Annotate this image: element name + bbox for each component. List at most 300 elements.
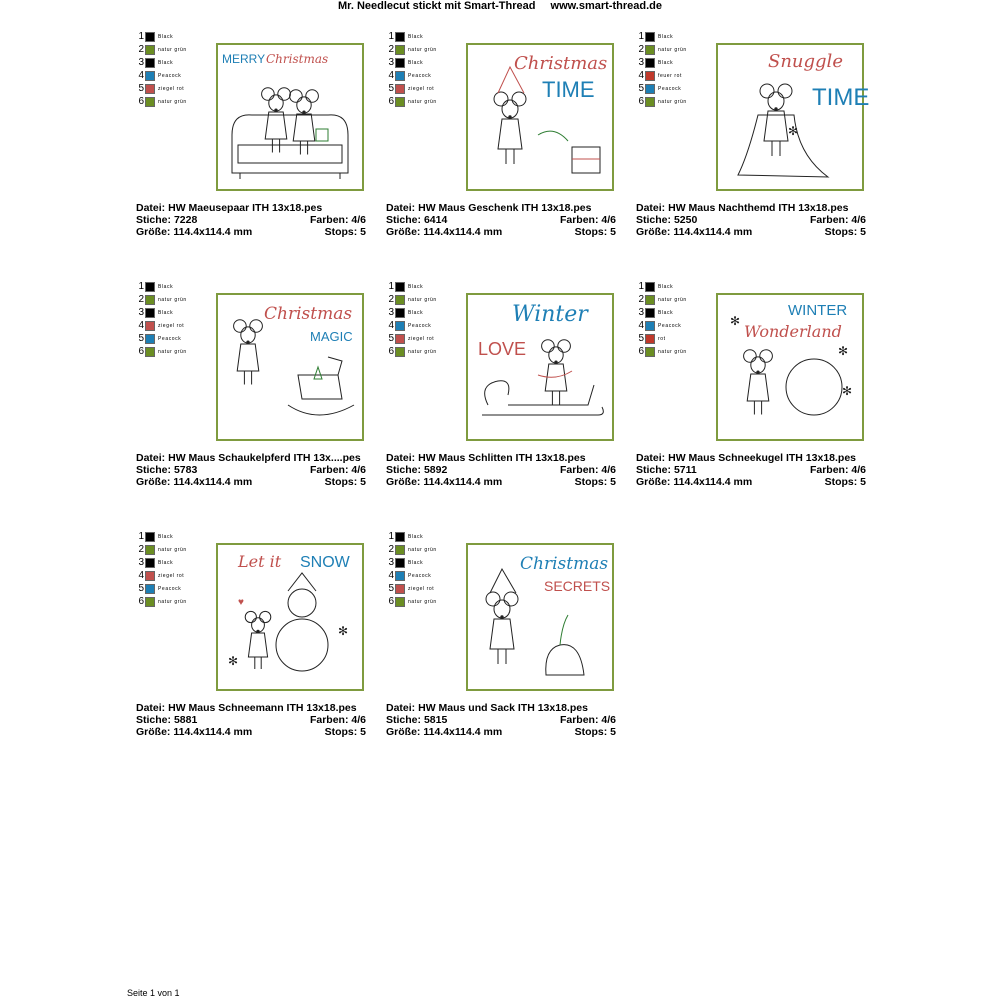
- stitches-value: 7228: [173, 214, 198, 226]
- color-swatch: [145, 558, 155, 568]
- color-name: Black: [158, 33, 174, 40]
- palette-number: 4: [138, 320, 144, 331]
- palette-row: [386, 82, 466, 95]
- design-preview: [716, 43, 870, 191]
- design-preview: [216, 543, 364, 691]
- color-name: Peacock: [408, 322, 432, 329]
- palette-row: [386, 69, 466, 82]
- stitches-value: 5892: [423, 464, 448, 476]
- color-swatch: [145, 97, 155, 107]
- stitches-row: [136, 214, 366, 226]
- palette-row: [636, 30, 716, 43]
- palette-row: [136, 56, 216, 69]
- palette-number: 2: [138, 544, 144, 555]
- color-swatch: [645, 308, 655, 318]
- stitches-label: Stiche:: [636, 214, 672, 226]
- color-name: Black: [408, 533, 424, 540]
- embroidery-illustration: [468, 45, 612, 189]
- color-name: Black: [408, 309, 424, 316]
- stops-value: 5: [360, 726, 366, 738]
- file-label: Datei:: [136, 702, 166, 714]
- palette-number: 4: [638, 70, 644, 81]
- file-name: HW Maeusepaar ITH 13x18.pes: [168, 202, 323, 214]
- color-swatch: [145, 32, 155, 42]
- palette-number: 5: [138, 583, 144, 594]
- color-swatch: [145, 597, 155, 607]
- color-name: natur grün: [658, 348, 687, 355]
- palette-row: [136, 543, 216, 556]
- palette-number: 6: [138, 96, 144, 107]
- palette-number: 6: [138, 346, 144, 357]
- color-name: natur grün: [408, 348, 437, 355]
- size-label: Größe:: [136, 226, 171, 238]
- palette-row: [386, 530, 466, 543]
- colors-value: 4/6: [601, 214, 616, 226]
- color-swatch: [645, 45, 655, 55]
- color-name: Peacock: [158, 72, 182, 79]
- color-palette: [636, 280, 716, 358]
- file-row: [136, 202, 366, 214]
- color-name: Black: [658, 59, 674, 66]
- stitches-row: [136, 464, 366, 476]
- stops-value: 5: [860, 226, 866, 238]
- palette-number: 5: [388, 583, 394, 594]
- color-name: Black: [158, 59, 174, 66]
- palette-number: 3: [388, 307, 394, 318]
- color-name: Peacock: [408, 572, 432, 579]
- colors-label: Farben:: [559, 464, 599, 476]
- color-name: Black: [158, 559, 174, 566]
- palette-number: 5: [638, 333, 644, 344]
- colors-label: Farben:: [809, 214, 849, 226]
- color-swatch: [145, 584, 155, 594]
- palette-row: [136, 95, 216, 108]
- page-header: [0, 0, 1000, 12]
- file-row: [386, 202, 616, 214]
- palette-row: [636, 82, 716, 95]
- palette-number: 4: [388, 70, 394, 81]
- palette-row: [386, 556, 466, 569]
- colors-value: 4/6: [601, 714, 616, 726]
- color-swatch: [395, 45, 405, 55]
- color-name: Black: [158, 309, 174, 316]
- page-footer: Seite 1 von 1: [127, 988, 180, 998]
- design-info: [136, 452, 366, 488]
- palette-number: 1: [388, 31, 394, 42]
- size-row: [386, 726, 616, 738]
- palette-number: 6: [638, 96, 644, 107]
- design-text-line: Christmas: [264, 304, 353, 324]
- color-swatch: [145, 45, 155, 55]
- design-card: [636, 281, 866, 503]
- size-value: 114.4x114.4 mm: [173, 476, 253, 488]
- color-palette: [386, 530, 466, 608]
- design-text-line: TIME: [542, 77, 595, 102]
- color-name: Black: [408, 559, 424, 566]
- palette-row: [136, 306, 216, 319]
- color-swatch: [645, 58, 655, 68]
- file-name: HW Maus Schneekugel ITH 13x18.pes: [668, 452, 857, 464]
- stitches-row: [636, 214, 866, 226]
- size-value: 114.4x114.4 mm: [173, 226, 253, 238]
- size-label: Größe:: [136, 726, 171, 738]
- color-swatch: [395, 58, 405, 68]
- color-swatch: [145, 84, 155, 94]
- palette-number: 6: [638, 346, 644, 357]
- color-swatch: [645, 321, 655, 331]
- palette-row: [636, 280, 716, 293]
- design-card: [386, 281, 616, 503]
- color-swatch: [145, 282, 155, 292]
- design-preview: [466, 293, 614, 441]
- size-label: Größe:: [636, 226, 671, 238]
- colors-value: 4/6: [351, 714, 366, 726]
- palette-number: 4: [138, 70, 144, 81]
- design-info: [136, 702, 366, 738]
- color-swatch: [145, 347, 155, 357]
- palette-number: 6: [388, 346, 394, 357]
- color-swatch: [395, 584, 405, 594]
- colors-label: Farben:: [559, 714, 599, 726]
- palette-number: 2: [388, 544, 394, 555]
- stitches-label: Stiche:: [386, 714, 422, 726]
- design-text-line: MERRY: [222, 52, 266, 66]
- color-name: natur grün: [408, 296, 437, 303]
- size-value: 114.4x114.4 mm: [423, 476, 503, 488]
- svg-text:♥: ♥: [238, 597, 244, 608]
- color-name: natur grün: [658, 46, 687, 53]
- palette-number: 6: [138, 596, 144, 607]
- design-info: [636, 202, 866, 238]
- color-swatch: [645, 334, 655, 344]
- header-url: www.smart-thread.de: [550, 0, 662, 12]
- stops-value: 5: [610, 726, 616, 738]
- design-info: [636, 452, 866, 488]
- stitches-row: [386, 714, 616, 726]
- palette-row: [136, 569, 216, 582]
- palette-row: [636, 43, 716, 56]
- stitches-row: [386, 464, 616, 476]
- file-label: Datei:: [386, 202, 416, 214]
- color-name: natur grün: [158, 598, 187, 605]
- design-text-line: SECRETS: [544, 578, 611, 594]
- embroidery-illustration: [468, 295, 612, 439]
- design-text-line: Let it: [238, 552, 282, 571]
- color-name: natur grün: [408, 46, 437, 53]
- color-swatch: [395, 308, 405, 318]
- color-palette: [636, 30, 716, 108]
- file-row: [136, 702, 366, 714]
- stops-value: 5: [610, 226, 616, 238]
- color-palette: [136, 280, 216, 358]
- color-palette: [386, 280, 466, 358]
- design-text-line: Wonderland: [744, 322, 842, 341]
- stitches-value: 5711: [673, 464, 697, 476]
- color-swatch: [395, 84, 405, 94]
- color-name: ziegel rot: [158, 85, 185, 92]
- palette-row: [136, 43, 216, 56]
- color-swatch: [645, 97, 655, 107]
- design-card: [386, 31, 616, 253]
- color-palette: [136, 530, 216, 608]
- palette-number: 5: [388, 333, 394, 344]
- stitches-row: [636, 464, 866, 476]
- palette-row: [386, 280, 466, 293]
- palette-number: 3: [138, 557, 144, 568]
- palette-number: 1: [138, 531, 144, 542]
- color-swatch: [645, 32, 655, 42]
- color-name: ziegel rot: [158, 322, 185, 329]
- palette-row: [136, 319, 216, 332]
- design-card: [136, 281, 366, 503]
- stitches-label: Stiche:: [136, 214, 172, 226]
- size-row: [136, 726, 366, 738]
- palette-row: [386, 543, 466, 556]
- design-text-line: WINTER: [788, 302, 848, 319]
- file-row: [386, 702, 616, 714]
- stops-label: Stops:: [824, 476, 858, 488]
- color-name: natur grün: [408, 98, 437, 105]
- palette-number: 4: [388, 570, 394, 581]
- color-swatch: [645, 282, 655, 292]
- stitches-value: 6414: [423, 214, 448, 226]
- color-swatch: [395, 321, 405, 331]
- palette-number: 4: [388, 320, 394, 331]
- palette-number: 2: [638, 44, 644, 55]
- palette-row: [386, 306, 466, 319]
- colors-value: 4/6: [601, 464, 616, 476]
- stitches-label: Stiche:: [386, 214, 422, 226]
- color-name: Black: [408, 33, 424, 40]
- color-name: feuer rot: [658, 72, 683, 79]
- color-name: natur grün: [158, 98, 187, 105]
- color-swatch: [395, 295, 405, 305]
- palette-row: [386, 95, 466, 108]
- design-info: [136, 202, 366, 238]
- file-name: HW Maus Schaukelpferd ITH 13x....pes: [168, 452, 361, 464]
- color-name: natur grün: [158, 348, 187, 355]
- palette-row: [136, 582, 216, 595]
- palette-number: 3: [388, 557, 394, 568]
- color-name: Peacock: [158, 585, 182, 592]
- palette-row: [136, 30, 216, 43]
- palette-number: 1: [388, 281, 394, 292]
- file-row: [386, 452, 616, 464]
- palette-number: 2: [638, 294, 644, 305]
- header-title: Mr. Needlecut stickt mit Smart-Thread: [338, 0, 536, 12]
- stops-label: Stops:: [824, 226, 858, 238]
- design-text-line: Snuggle: [768, 51, 843, 72]
- svg-text:✻: ✻: [338, 624, 349, 638]
- size-label: Größe:: [386, 726, 421, 738]
- design-preview: [466, 43, 614, 191]
- color-swatch: [395, 571, 405, 581]
- palette-row: [636, 332, 716, 345]
- stitches-value: 5783: [173, 464, 198, 476]
- palette-number: 2: [138, 294, 144, 305]
- color-name: natur grün: [658, 98, 687, 105]
- colors-label: Farben:: [809, 464, 849, 476]
- color-swatch: [145, 334, 155, 344]
- palette-row: [386, 595, 466, 608]
- color-name: Peacock: [658, 322, 682, 329]
- palette-number: 5: [388, 83, 394, 94]
- palette-row: [636, 95, 716, 108]
- palette-row: [136, 280, 216, 293]
- color-swatch: [145, 532, 155, 542]
- color-name: ziegel rot: [408, 85, 435, 92]
- size-row: [136, 226, 366, 238]
- colors-value: 4/6: [351, 214, 366, 226]
- color-swatch: [145, 71, 155, 81]
- design-text-line: Christmas: [514, 53, 608, 74]
- color-swatch: [145, 321, 155, 331]
- design-text-line: MAGIC: [310, 329, 353, 344]
- color-swatch: [145, 308, 155, 318]
- color-palette: [136, 30, 216, 108]
- stitches-label: Stiche:: [386, 464, 422, 476]
- file-row: [636, 202, 866, 214]
- color-swatch: [645, 84, 655, 94]
- palette-number: 5: [638, 83, 644, 94]
- palette-number: 1: [138, 31, 144, 42]
- color-name: Black: [158, 533, 174, 540]
- palette-number: 1: [638, 281, 644, 292]
- embroidery-illustration: [468, 545, 612, 689]
- size-label: Größe:: [136, 476, 171, 488]
- palette-number: 1: [138, 281, 144, 292]
- color-name: natur grün: [408, 546, 437, 553]
- palette-number: 3: [638, 57, 644, 68]
- stitches-value: 5881: [173, 714, 198, 726]
- color-swatch: [395, 32, 405, 42]
- palette-number: 1: [388, 531, 394, 542]
- stops-label: Stops:: [574, 226, 608, 238]
- palette-row: [136, 332, 216, 345]
- color-name: ziegel rot: [408, 335, 435, 342]
- design-info: [386, 702, 616, 738]
- stitches-row: [136, 714, 366, 726]
- color-swatch: [395, 347, 405, 357]
- design-text-line: Christmas: [266, 52, 329, 66]
- palette-row: [136, 293, 216, 306]
- size-value: 114.4x114.4 mm: [673, 476, 753, 488]
- size-label: Größe:: [386, 476, 421, 488]
- stops-label: Stops:: [324, 726, 358, 738]
- stops-value: 5: [360, 226, 366, 238]
- palette-number: 3: [138, 307, 144, 318]
- color-swatch: [395, 532, 405, 542]
- design-preview: [716, 293, 864, 441]
- design-card: [386, 531, 616, 753]
- color-name: Black: [658, 33, 674, 40]
- colors-value: 4/6: [851, 214, 866, 226]
- color-name: Black: [408, 283, 424, 290]
- size-value: 114.4x114.4 mm: [673, 226, 753, 238]
- palette-row: [136, 345, 216, 358]
- file-label: Datei:: [636, 202, 666, 214]
- color-swatch: [145, 58, 155, 68]
- design-preview: [216, 43, 364, 191]
- color-name: Peacock: [658, 85, 682, 92]
- design-text-line: Winter: [512, 302, 588, 327]
- palette-row: [636, 345, 716, 358]
- design-info: [386, 202, 616, 238]
- palette-row: [386, 319, 466, 332]
- file-label: Datei:: [386, 702, 416, 714]
- color-name: ziegel rot: [408, 585, 435, 592]
- embroidery-illustration: [218, 45, 362, 189]
- color-swatch: [645, 295, 655, 305]
- color-swatch: [145, 571, 155, 581]
- size-label: Größe:: [386, 226, 421, 238]
- color-swatch: [395, 558, 405, 568]
- palette-number: 4: [638, 320, 644, 331]
- stitches-row: [386, 214, 616, 226]
- colors-label: Farben:: [309, 714, 349, 726]
- svg-text:✻: ✻: [730, 314, 741, 328]
- size-value: 114.4x114.4 mm: [423, 726, 503, 738]
- palette-number: 1: [638, 31, 644, 42]
- colors-value: 4/6: [851, 464, 866, 476]
- color-palette: [386, 30, 466, 108]
- color-name: natur grün: [158, 546, 187, 553]
- stops-label: Stops:: [574, 476, 608, 488]
- palette-row: [136, 556, 216, 569]
- palette-number: 2: [388, 294, 394, 305]
- color-name: Peacock: [158, 335, 182, 342]
- color-swatch: [145, 295, 155, 305]
- color-swatch: [645, 347, 655, 357]
- embroidery-illustration: [718, 45, 870, 189]
- palette-number: 5: [138, 83, 144, 94]
- palette-number: 6: [388, 96, 394, 107]
- palette-row: [636, 319, 716, 332]
- palette-row: [636, 69, 716, 82]
- design-text-line: LOVE: [478, 339, 527, 359]
- palette-number: 6: [388, 596, 394, 607]
- size-label: Größe:: [636, 476, 671, 488]
- embroidery-illustration: [718, 295, 862, 439]
- size-value: 114.4x114.4 mm: [423, 226, 503, 238]
- color-name: natur grün: [658, 296, 687, 303]
- color-name: Black: [658, 283, 674, 290]
- palette-row: [636, 293, 716, 306]
- palette-number: 3: [388, 57, 394, 68]
- color-swatch: [645, 71, 655, 81]
- palette-row: [386, 345, 466, 358]
- design-preview: [216, 293, 364, 441]
- size-row: [136, 476, 366, 488]
- embroidery-illustration: [218, 545, 362, 689]
- size-row: [636, 476, 866, 488]
- palette-number: 3: [638, 307, 644, 318]
- palette-row: [636, 56, 716, 69]
- color-swatch: [395, 282, 405, 292]
- color-name: natur grün: [158, 46, 187, 53]
- colors-label: Farben:: [309, 464, 349, 476]
- color-swatch: [395, 545, 405, 555]
- color-swatch: [395, 71, 405, 81]
- file-label: Datei:: [136, 452, 166, 464]
- size-row: [386, 226, 616, 238]
- file-name: HW Maus Schlitten ITH 13x18.pes: [418, 452, 586, 464]
- design-card: [136, 531, 366, 753]
- palette-row: [386, 569, 466, 582]
- colors-label: Farben:: [309, 214, 349, 226]
- colors-value: 4/6: [351, 464, 366, 476]
- palette-row: [386, 30, 466, 43]
